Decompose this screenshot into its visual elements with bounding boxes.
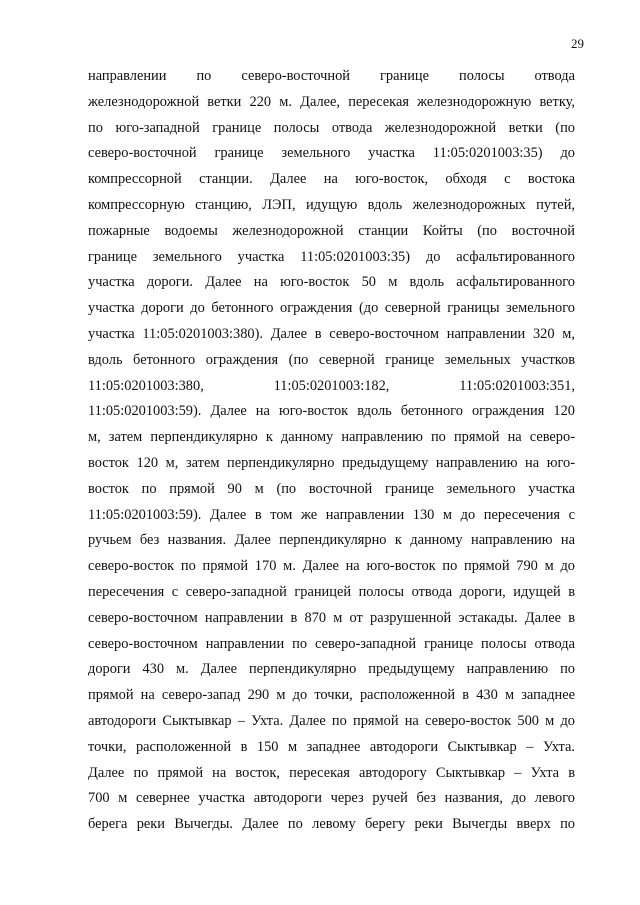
body-text [88, 64, 575, 838]
text-line: направлении по северо-восточной границе полосы отвода [88, 68, 575, 84]
text-line: Далее по прямой на восток, пересекая автодорогу Сыктывкар – Ухта в [88, 764, 575, 781]
text-line: 11:05:0201003:380, 11:05:0201003:182, 11:05:0201003:351, [88, 377, 575, 394]
text-line: участка 11:05:0201003:380). Далее в северо-восточном направлении 320 м, [88, 325, 575, 342]
text-line: северо-восточном направлении в 870 м от разрушенной эстакады. Далее в [88, 609, 575, 626]
text-line: компрессорной станции. Далее на юго-восток, обходя с востока [88, 171, 575, 188]
text-line: границе земельного участка 11:05:0201003:35) до асфальтированного [88, 248, 575, 265]
text-line: автодороги Сыктывкар – Ухта. Далее по прямой на северо-восток 500 м до [88, 712, 575, 729]
text-line: м, затем перпендикулярно к данному направлению по прямой на северо- [88, 429, 575, 446]
text-line: 11:05:0201003:59). Далее на юго-восток вдоль бетонного ограждения 120 [88, 403, 575, 420]
text-line: 11:05:0201003:59). Далее в том же направлении 130 м до пересечения с [88, 506, 575, 523]
text-line: северо-восточной границе земельного участка 11:05:0201003:35) до [88, 145, 575, 162]
text-line: железнодорожной ветки 220 м. Далее, пересекая железнодорожную ветку, [88, 93, 575, 110]
text-line: участка дороги до бетонного ограждения (до северной границы земельного [88, 300, 575, 317]
text-line: 700 м севернее участка автодороги через ручей без названия, до левого [88, 790, 575, 807]
text-line: по юго-западной границе полосы отвода железнодорожной ветки (по [88, 119, 575, 136]
text-line: компрессорную станцию, ЛЭП, идущую вдоль железнодорожных путей, [88, 196, 575, 213]
text-line: пересечения с северо-западной границей полосы отвода дороги, идущей в [88, 583, 575, 600]
text-line: прямой на северо-запад 290 м до точки, расположенной в 430 м западнее [88, 687, 575, 704]
text-line: вдоль бетонного ограждения (по северной границе земельных участков [88, 351, 575, 368]
text-line: дороги 430 м. Далее перпендикулярно предыдущему направлению по [88, 661, 575, 678]
text-line: северо-восточном направлении по северо-западной границе полосы отвода [88, 635, 575, 652]
text-line: ручьем без названия. Далее перпендикулярно к данному направлению на [88, 532, 575, 549]
page-number: 29 [571, 36, 584, 51]
text-line: восток 120 м, затем перпендикулярно предыдущему направлению на юго- [88, 454, 575, 471]
text-line: пожарные водоемы железнодорожной станции Койты (по восточной [88, 222, 575, 239]
text-line: берега реки Вычегды. Далее по левому берегу реки Вычегды вверх по [88, 816, 575, 833]
text-line: северо-восток по прямой 170 м. Далее на юго-восток по прямой 790 м до [88, 558, 575, 575]
text-line: восток по прямой 90 м (по восточной границе земельного участка [88, 480, 575, 497]
text-line: участка дороги. Далее на юго-восток 50 м вдоль асфальтированного [88, 274, 575, 291]
text-line: точки, расположенной в 150 м западнее автодороги Сыктывкар – Ухта. [88, 738, 575, 755]
